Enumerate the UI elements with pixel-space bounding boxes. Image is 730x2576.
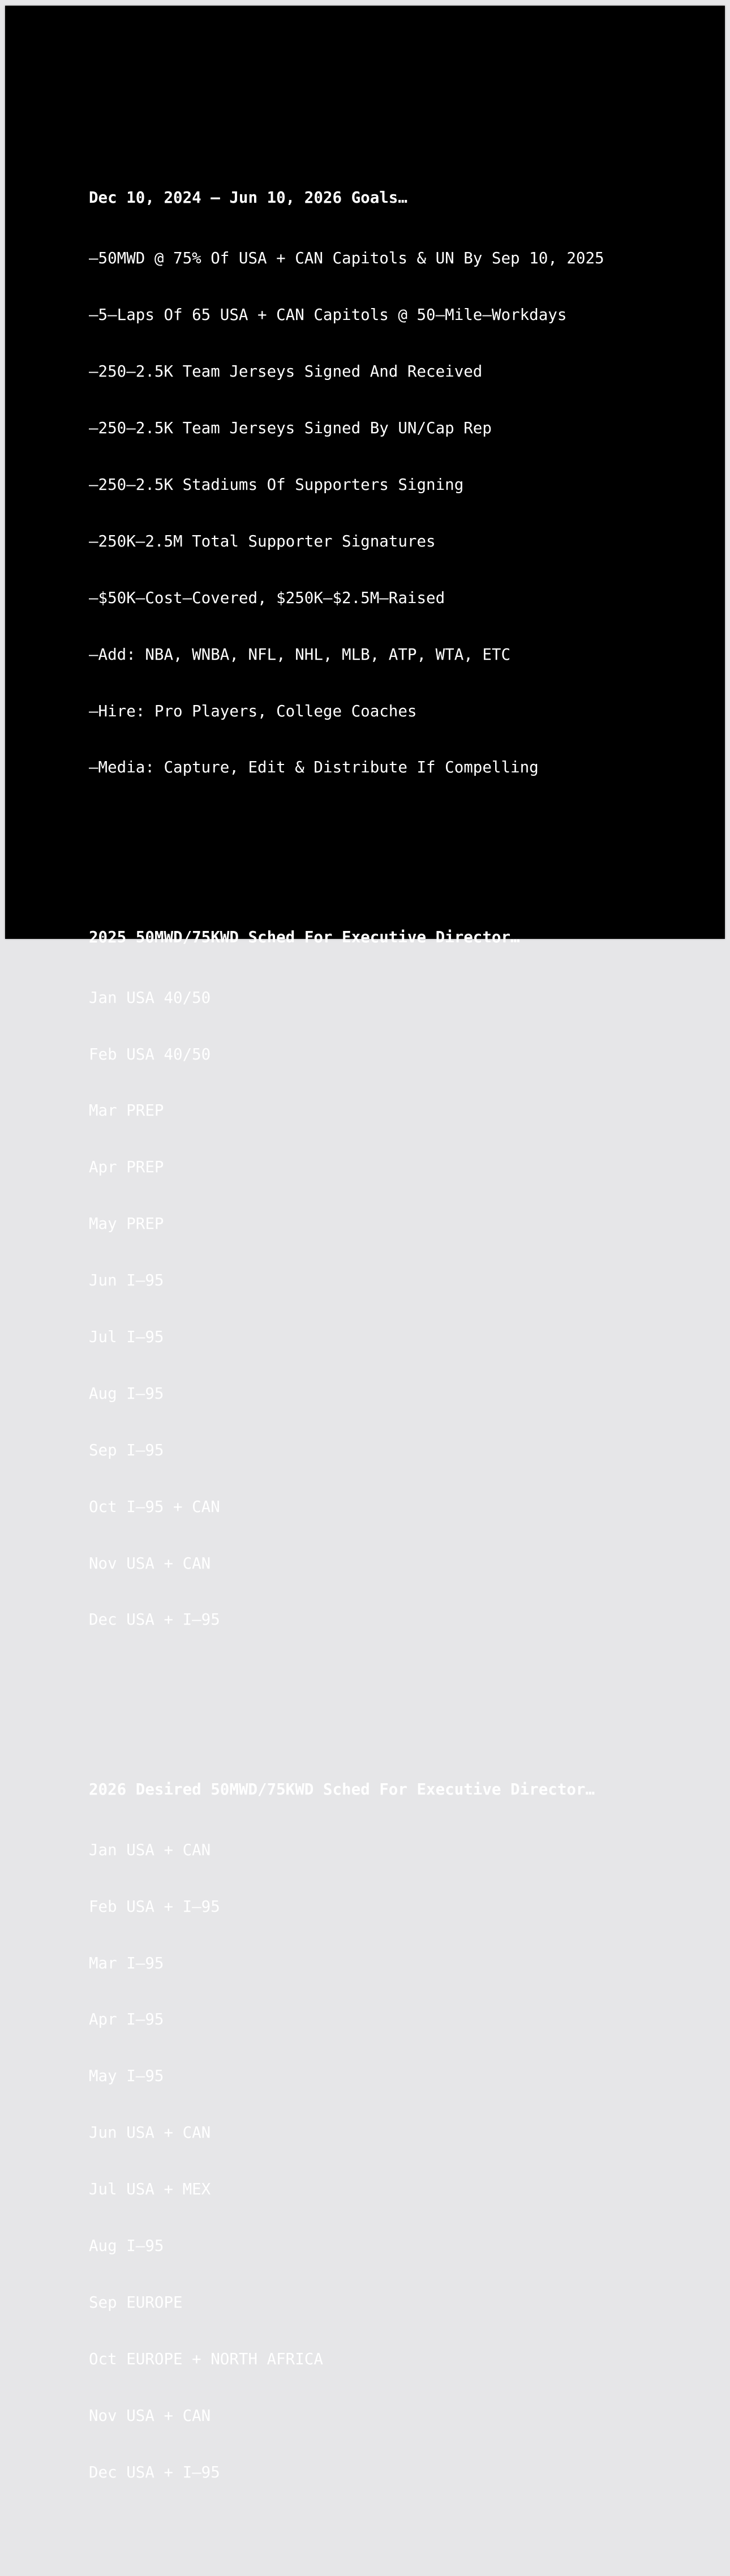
goals-heading: Dec 10, 2024 – Jun 10, 2026 Goals… <box>89 189 407 207</box>
goal-line: –$50K–Cost–Covered, $250K–$2.5M–Raised <box>89 588 445 607</box>
schedule-month-line: Jun I–95 <box>89 1271 164 1290</box>
schedule-month-line: Jul I–95 <box>89 1328 164 1346</box>
schedule-2025-section <box>89 890 604 1667</box>
schedule-month-line: Mar PREP <box>89 1101 164 1120</box>
schedule-month-line: May PREP <box>89 1215 164 1233</box>
schedule-2025-heading: 2025 50MWD/75KWD Sched For Executive Director… <box>89 928 520 946</box>
document-content <box>89 95 604 2576</box>
goal-line: –250K–2.5M Total Supporter Signatures <box>89 532 436 550</box>
goal-line: –50MWD @ 75% Of USA + CAN Capitols & UN By Sep 10, 2025 <box>89 249 604 268</box>
goals-section <box>89 151 604 815</box>
schedule-month-line: Nov USA + CAN <box>89 1554 211 1573</box>
goal-line: –250–2.5K Stadiums Of Supporters Signing <box>89 475 464 494</box>
schedule-month-line: May I–95 <box>89 2067 164 2086</box>
goal-line: –Add: NBA, WNBA, NFL, NHL, MLB, ATP, WTA, ETC <box>89 645 511 664</box>
schedule-month-line: Nov USA + CAN <box>89 2406 211 2425</box>
schedule-month-line: Jun USA + CAN <box>89 2124 211 2142</box>
schedule-month-line: Aug I–95 <box>89 2236 164 2255</box>
schedule-month-line: Dec USA + I–95 <box>89 1610 220 1629</box>
schedule-month-line: Dec USA + I–95 <box>89 2463 220 2481</box>
goal-line: –Hire: Pro Players, College Coaches <box>89 702 417 720</box>
schedule-month-line: Jul USA + MEX <box>89 2180 211 2199</box>
goal-line: –5–Laps Of 65 USA + CAN Capitols @ 50–Mile–Workdays <box>89 306 567 324</box>
schedule-month-line: Sep EUROPE <box>89 2293 183 2312</box>
schedule-month-line: Apr PREP <box>89 1158 164 1177</box>
goal-line: –Media: Capture, Edit & Distribute If Compelling <box>89 758 539 777</box>
schedule-month-line: Sep I–95 <box>89 1441 164 1459</box>
schedule-month-line: Oct EUROPE + NORTH AFRICA <box>89 2349 323 2368</box>
goal-line: –250–2.5K Team Jerseys Signed By UN/Cap Rep <box>89 419 492 438</box>
schedule-month-line: Mar I–95 <box>89 1954 164 1972</box>
schedule-month-line: Apr I–95 <box>89 2010 164 2029</box>
goal-line: –250–2.5K Team Jerseys Signed And Received <box>89 362 483 381</box>
schedule-month-line: Feb USA + I–95 <box>89 1897 220 1916</box>
document-page <box>5 6 725 2481</box>
schedule-2026-heading: 2026 Desired 50MWD/75KWD Sched For Executive Director… <box>89 1780 595 1798</box>
schedule-month-line: Aug I–95 <box>89 1384 164 1403</box>
schedule-month-line: Jan USA + CAN <box>89 1840 211 1859</box>
schedule-month-line: Oct I–95 + CAN <box>89 1497 220 1516</box>
schedule-2026-section <box>89 1742 604 2519</box>
schedule-month-line: Feb USA 40/50 <box>89 1045 211 1063</box>
schedule-month-line: Jan USA 40/50 <box>89 988 211 1007</box>
